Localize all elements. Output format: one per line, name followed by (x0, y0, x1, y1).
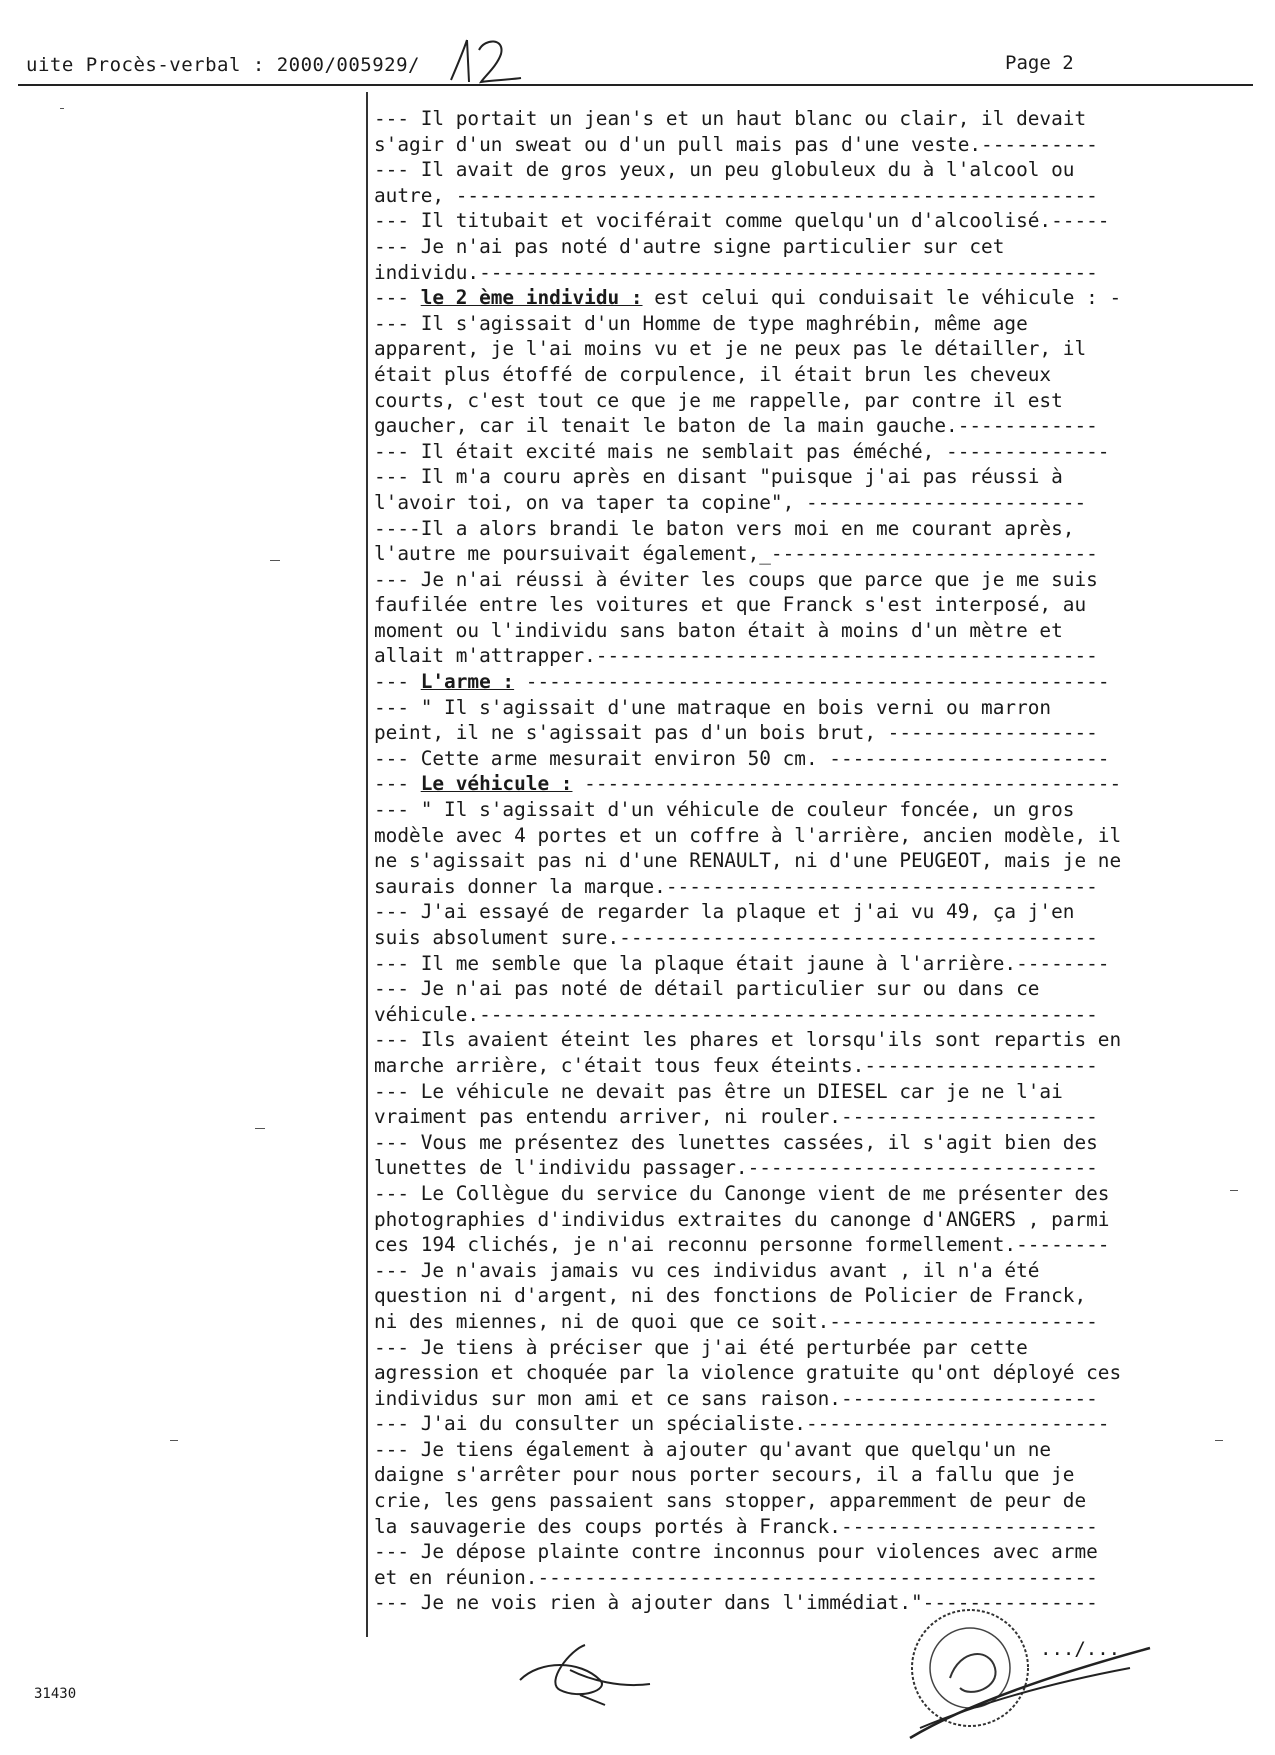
statement-line (374, 157, 1184, 183)
statement-line (374, 439, 1184, 465)
line-text: ---------------------------------------------- (572, 772, 1122, 796)
statement-line (374, 1386, 1184, 1412)
line-text: ni des miennes, ni de quoi que ce soit.----------------------- (374, 1309, 1098, 1333)
statement-line (374, 464, 1184, 490)
statement-line (374, 1335, 1184, 1361)
document-header-title: uite Procès-verbal : 2000/005929/ (26, 54, 420, 76)
line-text: courts, c'est tout ce que je me rappelle, par contre il est (374, 388, 1063, 412)
line-text: --- Je n'ai réussi à éviter les coups que parce que je me suis (374, 567, 1098, 591)
line-text: apparent, je l'ai moins vu et je ne peux pas le détailler, il (374, 337, 1087, 361)
statement-line (374, 899, 1184, 925)
line-text: --- " Il s'agissait d'une matraque en bois verni ou marron (374, 695, 1052, 719)
statement-line (374, 362, 1184, 388)
statement-line (374, 1309, 1184, 1335)
section-heading: L'arme : (420, 670, 515, 694)
line-text: --- Je n'avais jamais vu ces individus avant , il n'a été (374, 1258, 1040, 1282)
statement-line (374, 336, 1184, 362)
section-heading: Le véhicule : (420, 772, 573, 796)
line-text: agression et choquée par la violence gratuite qu'ont déployé ces (374, 1361, 1122, 1385)
statement-line (374, 208, 1184, 234)
handwritten-number-icon (445, 36, 525, 88)
scan-speck (270, 560, 280, 561)
line-text: était plus étoffé de corpulence, il était brun les cheveux (374, 362, 1052, 386)
line-text: --- J'ai essayé de regarder la plaque et j'ai vu 49, ça j'en (374, 900, 1075, 924)
statement-line (374, 823, 1184, 849)
page-number: Page 2 (1005, 52, 1074, 74)
statement-body (374, 106, 1184, 1616)
line-text: --- Il titubait et vociférait comme quelqu'un d'alcoolisé.----- (374, 209, 1110, 233)
statement-line (374, 618, 1184, 644)
line-text: l'avoir toi, on va taper ta copine", ------------------------ (374, 490, 1087, 514)
line-text: -------------------------------------------------- (514, 670, 1110, 694)
line-text: --- Il avait de gros yeux, un peu globuleux du à l'alcool ou (374, 158, 1075, 182)
statement-line (374, 1283, 1184, 1309)
line-text: daigne s'arrêter pour nous porter secours, il a fallu que je (374, 1463, 1075, 1487)
statement-line (374, 1079, 1184, 1105)
margin-line (366, 92, 368, 1637)
statement-line (374, 1053, 1184, 1079)
statement-line (374, 541, 1184, 567)
line-text: --- Il s'agissait d'un Homme de type maghrébin, même age (374, 311, 1028, 335)
line-text: marche arrière, c'était tous feux éteints.-------------------- (374, 1053, 1098, 1077)
statement-line (374, 1232, 1184, 1258)
statement-line (374, 1514, 1184, 1540)
statement-line (374, 1130, 1184, 1156)
statement-line (374, 1462, 1184, 1488)
statement-line (374, 1027, 1184, 1053)
reference-code: 31430 (34, 1686, 77, 1702)
statement-line (374, 951, 1184, 977)
line-text: --- Ils avaient éteint les phares et lorsqu'ils sont repartis en (374, 1028, 1122, 1052)
line-text: lunettes de l'individu passager.------------------------------ (374, 1156, 1098, 1180)
line-text: --- Il me semble que la plaque était jaune à l'arrière.-------- (374, 951, 1110, 975)
line-text: --- " Il s'agissait d'un véhicule de couleur foncée, un gros (374, 798, 1075, 822)
statement-line (374, 1258, 1184, 1284)
statement-line (374, 976, 1184, 1002)
line-text: photographies d'individus extraites du canonge d'ANGERS , parmi (374, 1207, 1110, 1231)
statement-line (374, 1539, 1184, 1565)
statement-line (374, 132, 1184, 158)
statement-line (374, 771, 1184, 797)
line-text: --- Je dépose plainte contre inconnus pour violences avec arme (374, 1540, 1098, 1564)
scan-speck (255, 1128, 265, 1129)
line-text: --- Je tiens à préciser que j'ai été perturbée par cette (374, 1335, 1028, 1359)
line-text: --- Il était excité mais ne semblait pas éméché, -------------- (374, 439, 1110, 463)
statement-line (374, 1360, 1184, 1386)
line-text: --- (374, 772, 421, 796)
line-text: gaucher, car il tenait le baton de la main gauche.------------ (374, 414, 1098, 438)
section-heading: le 2 ème individu : (420, 286, 643, 310)
scan-speck (1230, 1190, 1238, 1191)
statement-line (374, 1488, 1184, 1514)
statement-line (374, 106, 1184, 132)
statement-line (374, 1207, 1184, 1233)
line-text: véhicule.----------------------------------------------------- (374, 1002, 1098, 1026)
line-text: saurais donner la marque.------------------------------------- (374, 874, 1098, 898)
line-text: --- (374, 670, 421, 694)
scan-speck (1215, 1440, 1223, 1441)
header-rule (18, 84, 1253, 86)
statement-line (374, 746, 1184, 772)
line-text: --- Il m'a couru après en disant "puisque j'ai pas réussi à (374, 465, 1063, 489)
line-text: individus sur mon ami et ce sans raison.---------------------- (374, 1386, 1098, 1410)
statement-line (374, 567, 1184, 593)
continuation-marker: .../... (1040, 1638, 1121, 1660)
statement-line (374, 1565, 1184, 1591)
statement-line (374, 797, 1184, 823)
line-text: crie, les gens passaient sans stopper, apparemment de peur de (374, 1489, 1087, 1513)
line-text: --- Le Collègue du service du Canonge vient de me présenter des (374, 1181, 1110, 1205)
statement-line (374, 592, 1184, 618)
statement-line (374, 643, 1184, 669)
statement-line (374, 260, 1184, 286)
statement-line (374, 1181, 1184, 1207)
statement-line (374, 1437, 1184, 1463)
line-text: allait m'attrapper.------------------------------------------- (374, 644, 1098, 668)
line-text: vraiment pas entendu arriver, ni rouler.---------------------- (374, 1105, 1098, 1129)
scan-speck (60, 108, 64, 109)
statement-line (374, 1411, 1184, 1437)
statement-line (374, 285, 1184, 311)
statement-line (374, 490, 1184, 516)
line-text: question ni d'argent, ni des fonctions de Policier de Franck, (374, 1284, 1087, 1308)
line-text: la sauvagerie des coups portés à Franck.---------------------- (374, 1514, 1098, 1538)
line-text: --- J'ai du consulter un spécialiste.-------------------------- (374, 1412, 1110, 1436)
line-text: --- Je tiens également à ajouter qu'avant que quelqu'un ne (374, 1437, 1052, 1461)
statement-line (374, 311, 1184, 337)
line-text: l'autre me poursuivait également,_---------------------------- (374, 542, 1098, 566)
line-text: autre, ------------------------------------------------------- (374, 183, 1098, 207)
statement-line (374, 1104, 1184, 1130)
line-text: --- Le véhicule ne devait pas être un DIESEL car je ne l'ai (374, 1079, 1063, 1103)
statement-line (374, 1155, 1184, 1181)
line-text: --- Il portait un jean's et un haut blanc ou clair, il devait (374, 107, 1087, 130)
statement-line (374, 234, 1184, 260)
signature-icon (510, 1640, 660, 1710)
official-stamp-icon (900, 1608, 1160, 1748)
statement-line (374, 388, 1184, 414)
line-text: --- Vous me présentez des lunettes cassées, il s'agit bien des (374, 1130, 1098, 1154)
line-text: --- (374, 286, 421, 310)
line-text: ces 194 clichés, je n'ai reconnu personne formellement.-------- (374, 1233, 1110, 1257)
line-text: suis absolument sure.----------------------------------------- (374, 926, 1098, 949)
line-text: modèle avec 4 portes et un coffre à l'arrière, ancien modèle, il (374, 823, 1122, 847)
line-text: ne s'agissait pas ni d'une RENAULT, ni d'une PEUGEOT, mais je ne (374, 849, 1122, 873)
line-text: et en réunion.------------------------------------------------ (374, 1565, 1098, 1589)
statement-line (374, 669, 1184, 695)
statement-line (374, 695, 1184, 721)
line-text: --- Cette arme mesurait environ 50 cm. ------------------------ (374, 746, 1110, 770)
line-text: faufilée entre les voitures et que Franck s'est interposé, au (374, 593, 1087, 617)
statement-line (374, 874, 1184, 900)
line-text: peint, il ne s'agissait pas d'un bois brut, ------------------ (374, 721, 1098, 745)
line-text: --- Je n'ai pas noté d'autre signe particulier sur cet (374, 234, 1005, 258)
statement-line (374, 1002, 1184, 1028)
line-text: --- Je ne vois rien à ajouter dans l'immédiat."--------------- (374, 1591, 1098, 1615)
statement-line (374, 183, 1184, 209)
line-text: moment ou l'individu sans baton était à moins d'un mètre et (374, 618, 1063, 642)
line-text: ----Il a alors brandi le baton vers moi en me courant après, (374, 516, 1075, 540)
scan-speck (170, 1440, 178, 1441)
statement-line (374, 413, 1184, 439)
line-text: s'agir d'un sweat ou d'un pull mais pas d'une veste.---------- (374, 132, 1098, 156)
statement-line (374, 516, 1184, 542)
statement-line (374, 848, 1184, 874)
line-text: --- Je n'ai pas noté de détail particulier sur ou dans ce (374, 977, 1040, 1001)
line-text: individu.----------------------------------------------------- (374, 260, 1098, 284)
statement-line (374, 925, 1184, 951)
statement-line (374, 720, 1184, 746)
line-text: est celui qui conduisait le véhicule : - (642, 286, 1122, 310)
